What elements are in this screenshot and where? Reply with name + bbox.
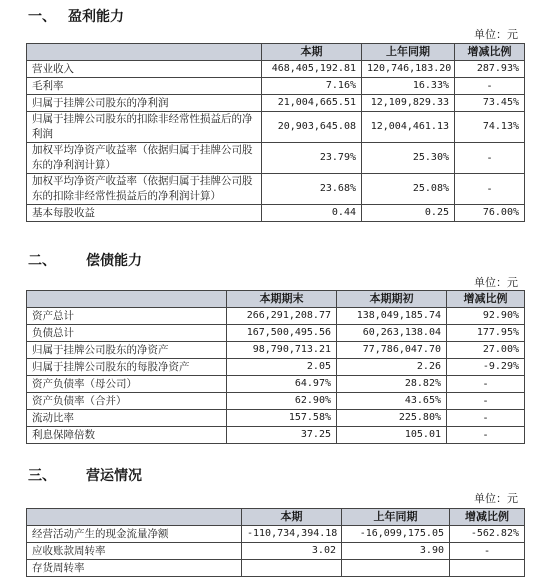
value-cell: 64.97%	[227, 376, 337, 393]
table-header-row	[27, 291, 525, 308]
value-cell: -	[447, 427, 525, 444]
value-cell: 23.79%	[262, 143, 362, 174]
value-cell: -	[447, 376, 525, 393]
section-title-operations	[28, 465, 142, 485]
row-label: 经营活动产生的现金流量净额	[27, 526, 242, 543]
header-cell: 上年同期	[362, 44, 455, 61]
value-cell: 60,263,138.04	[337, 325, 447, 342]
row-label: 资产总计	[27, 308, 227, 325]
row-label: 存货周转率	[27, 560, 242, 577]
header-cell: 本期	[262, 44, 362, 61]
row-label: 归属于挂牌公司股东的扣除非经常性损益后的净利润	[27, 112, 262, 143]
table-row	[27, 410, 525, 427]
table-row	[27, 325, 525, 342]
value-cell: 225.80%	[337, 410, 447, 427]
value-cell: 73.45%	[455, 95, 525, 112]
value-cell: 16.33%	[362, 78, 455, 95]
table-row	[27, 143, 525, 174]
section-title-solvency	[28, 250, 142, 270]
value-cell: 0.44	[262, 205, 362, 222]
value-cell: 62.90%	[227, 393, 337, 410]
header-cell	[27, 291, 227, 308]
row-label: 加权平均净资产收益率（依据归属于挂牌公司股东的扣除非经常性损益后的净利润计算）	[27, 174, 262, 205]
value-cell: 0.25	[362, 205, 455, 222]
value-cell: -	[447, 410, 525, 427]
value-cell: -	[455, 78, 525, 95]
header-cell: 增减比例	[455, 44, 525, 61]
header-cell: 本期期末	[227, 291, 337, 308]
value-cell	[242, 560, 342, 577]
row-label: 资产负债率（合并）	[27, 393, 227, 410]
row-label: 负债总计	[27, 325, 227, 342]
section-heading: 偿债能力	[86, 253, 142, 269]
value-cell: 23.68%	[262, 174, 362, 205]
value-cell: 37.25	[227, 427, 337, 444]
value-cell: 105.01	[337, 427, 447, 444]
row-label: 利息保障倍数	[27, 427, 227, 444]
value-cell: 177.95%	[447, 325, 525, 342]
value-cell: 27.00%	[447, 342, 525, 359]
row-label: 加权平均净资产收益率（依据归属于挂牌公司股东的净利润计算）	[27, 143, 262, 174]
section-heading: 盈利能力	[68, 9, 124, 25]
value-cell: 157.58%	[227, 410, 337, 427]
table-row	[27, 308, 525, 325]
value-cell: 25.08%	[362, 174, 455, 205]
value-cell: 3.02	[242, 543, 342, 560]
value-cell: 77,786,047.70	[337, 342, 447, 359]
table-header-row	[27, 509, 525, 526]
section-number: 二、	[28, 253, 56, 269]
value-cell: 120,746,183.20	[362, 61, 455, 78]
header-cell	[27, 509, 242, 526]
value-cell: 287.93%	[455, 61, 525, 78]
table-row	[27, 427, 525, 444]
value-cell: 138,049,185.74	[337, 308, 447, 325]
profitability-table	[26, 43, 525, 222]
value-cell: 21,004,665.51	[262, 95, 362, 112]
row-label: 归属于挂牌公司股东的净资产	[27, 342, 227, 359]
value-cell: 3.90	[342, 543, 450, 560]
table-row	[27, 376, 525, 393]
header-cell: 本期期初	[337, 291, 447, 308]
value-cell: 7.16%	[262, 78, 362, 95]
value-cell: 98,790,713.21	[227, 342, 337, 359]
row-label: 营业收入	[27, 61, 262, 78]
row-label: 毛利率	[27, 78, 262, 95]
section-heading: 营运情况	[86, 468, 142, 484]
value-cell	[342, 560, 450, 577]
table-row	[27, 543, 525, 560]
unit-label: 单位：元	[474, 28, 518, 41]
table-row	[27, 342, 525, 359]
table-row	[27, 61, 525, 78]
value-cell: -16,099,175.05	[342, 526, 450, 543]
table-row	[27, 205, 525, 222]
value-cell: -110,734,394.18	[242, 526, 342, 543]
table-row	[27, 112, 525, 143]
value-cell: -	[447, 393, 525, 410]
header-cell	[27, 44, 262, 61]
header-cell: 本期	[242, 509, 342, 526]
value-cell	[450, 560, 525, 577]
section-number: 三、	[28, 468, 56, 484]
table-row	[27, 359, 525, 376]
value-cell: 76.00%	[455, 205, 525, 222]
table-row	[27, 393, 525, 410]
row-label: 流动比率	[27, 410, 227, 427]
value-cell: 12,004,461.13	[362, 112, 455, 143]
row-label: 归属于挂牌公司股东的每股净资产	[27, 359, 227, 376]
solvency-table	[26, 290, 525, 444]
row-label: 基本每股收益	[27, 205, 262, 222]
value-cell: 12,109,829.33	[362, 95, 455, 112]
row-label: 资产负债率（母公司）	[27, 376, 227, 393]
header-cell: 上年同期	[342, 509, 450, 526]
value-cell: 2.26	[337, 359, 447, 376]
value-cell: -	[455, 143, 525, 174]
unit-label: 单位：元	[474, 276, 518, 289]
table-row	[27, 526, 525, 543]
header-cell: 增减比例	[450, 509, 525, 526]
table-row	[27, 78, 525, 95]
table-row	[27, 560, 525, 577]
row-label: 应收账款周转率	[27, 543, 242, 560]
value-cell: 266,291,208.77	[227, 308, 337, 325]
section-number: 一、	[28, 9, 56, 25]
value-cell: 20,903,645.08	[262, 112, 362, 143]
value-cell: -9.29%	[447, 359, 525, 376]
value-cell: 468,405,192.81	[262, 61, 362, 78]
value-cell: 28.82%	[337, 376, 447, 393]
table-row	[27, 95, 525, 112]
value-cell: 167,500,495.56	[227, 325, 337, 342]
table-row	[27, 174, 525, 205]
value-cell: -	[450, 543, 525, 560]
value-cell: -562.82%	[450, 526, 525, 543]
header-cell: 增减比例	[447, 291, 525, 308]
value-cell: 74.13%	[455, 112, 525, 143]
table-header-row	[27, 44, 525, 61]
row-label: 归属于挂牌公司股东的净利润	[27, 95, 262, 112]
section-title-profitability	[28, 6, 124, 26]
value-cell: 92.90%	[447, 308, 525, 325]
value-cell: -	[455, 174, 525, 205]
operations-table	[26, 508, 525, 577]
value-cell: 25.30%	[362, 143, 455, 174]
value-cell: 2.05	[227, 359, 337, 376]
unit-label: 单位：元	[474, 492, 518, 505]
value-cell: 43.65%	[337, 393, 447, 410]
